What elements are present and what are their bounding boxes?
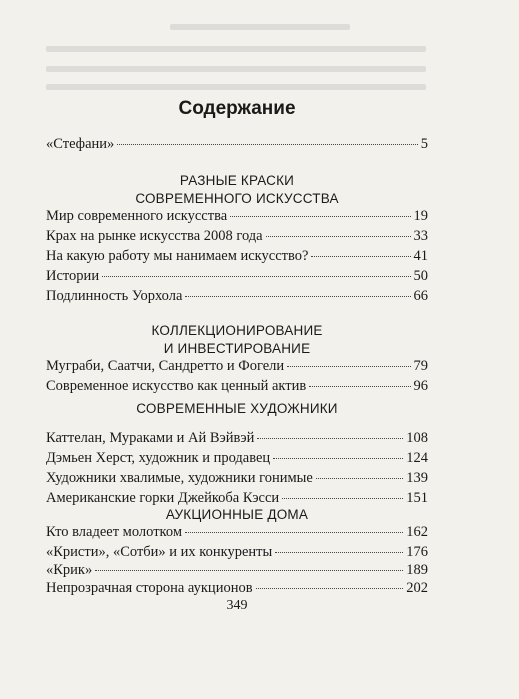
toc-entry-page: 79 <box>413 358 428 374</box>
dot-leader <box>102 276 410 277</box>
toc-entry-label: Художники хвалимые, художники гонимые <box>46 470 313 486</box>
toc-entry-label: «Кристи», «Сотби» и их конкуренты <box>46 544 273 560</box>
toc-entry-label: Мир современного искусства <box>46 208 228 224</box>
section-heading <box>46 172 428 208</box>
section-heading-line: СОВРЕМЕННОГО ИСКУССТВА <box>135 191 339 206</box>
section-heading <box>46 506 428 524</box>
toc-entry[interactable] <box>46 268 428 288</box>
dot-leader <box>95 570 403 571</box>
dot-leader <box>185 532 403 533</box>
toc-entry-page: 108 <box>406 430 428 446</box>
toc-entry-label: Американские горки Джейкоба Кэсси <box>46 490 280 506</box>
toc-entry[interactable] <box>46 228 428 248</box>
toc-entry-label: На какую работу мы нанимаем искусство? <box>46 248 309 264</box>
toc-entry[interactable] <box>46 248 428 268</box>
toc-entry-page: 19 <box>413 208 428 224</box>
section-heading-line: КОЛЛЕКЦИОНИРОВАНИЕ <box>151 323 323 338</box>
toc-entry-label: Современное искусство как ценный актив <box>46 378 307 394</box>
page-number: 349 <box>226 598 248 613</box>
toc-entry-label: Истории <box>46 268 100 284</box>
toc-entry-label: Каттелан, Мураками и Ай Вэйвэй <box>46 430 255 446</box>
section-heading <box>46 400 428 418</box>
toc-entry[interactable] <box>46 562 428 582</box>
toc-entry-label: Дэмьен Херст, художник и продавец <box>46 450 271 466</box>
bleed-through-text <box>0 0 519 110</box>
section-heading <box>46 322 428 358</box>
dot-leader <box>275 552 403 553</box>
toc-entry-page: 5 <box>420 136 428 152</box>
section-heading-line: СОВРЕМЕННЫЕ ХУДОЖНИКИ <box>136 401 338 416</box>
dot-leader <box>273 458 403 459</box>
toc-entry-page: 33 <box>413 228 428 244</box>
toc-entry-page: 139 <box>406 470 428 486</box>
dot-leader <box>230 216 410 217</box>
dot-leader <box>309 386 410 387</box>
toc-entry-label: Крах на рынке искусства 2008 года <box>46 228 263 244</box>
toc-entry-page: 96 <box>413 378 428 394</box>
toc-entry[interactable] <box>46 580 428 600</box>
toc-title: Содержание <box>178 98 296 119</box>
toc-entry[interactable] <box>46 378 428 398</box>
toc-entry-label: «Стефани» <box>46 136 115 152</box>
toc-entry-label: «Крик» <box>46 562 93 578</box>
toc-entry[interactable] <box>46 208 428 228</box>
toc-entry-label: Кто владеет молотком <box>46 524 183 540</box>
dot-leader <box>311 256 410 257</box>
toc-entry-page: 66 <box>413 288 428 304</box>
dot-leader <box>316 478 403 479</box>
dot-leader <box>117 144 417 145</box>
toc-entry-page: 162 <box>406 524 428 540</box>
dot-leader <box>185 296 410 297</box>
toc-entry[interactable] <box>46 524 428 544</box>
toc-entry[interactable] <box>46 358 428 378</box>
section-heading-line: РАЗНЫЕ КРАСКИ <box>179 173 295 188</box>
dot-leader <box>287 366 410 367</box>
toc-entry-label: Муграби, Саатчи, Сандретто и Фогели <box>46 358 285 374</box>
toc-entry-page: 202 <box>406 580 428 596</box>
dot-leader <box>257 438 403 439</box>
toc-entry-page: 176 <box>406 544 428 560</box>
dot-leader <box>282 498 403 499</box>
section-heading-line: И ИНВЕСТИРОВАНИЕ <box>163 341 311 356</box>
toc-entry-page: 50 <box>413 268 428 284</box>
dot-leader <box>256 588 404 589</box>
toc-entry[interactable] <box>46 430 428 450</box>
section-heading-line: АУКЦИОННЫЕ ДОМА <box>165 507 309 522</box>
toc-entry[interactable] <box>46 470 428 490</box>
toc-entry-label: Непрозрачная сторона аукционов <box>46 580 253 596</box>
toc-entry[interactable] <box>46 544 428 564</box>
toc-entry-page: 151 <box>406 490 428 506</box>
toc-entry-page: 41 <box>413 248 428 264</box>
toc-entry-page: 124 <box>406 450 428 466</box>
toc-entry-page: 189 <box>406 562 428 578</box>
toc-entry[interactable] <box>46 288 428 308</box>
dot-leader <box>266 236 411 237</box>
toc-entry-label: Подлинность Уорхола <box>46 288 183 304</box>
toc-entry[interactable] <box>46 136 428 156</box>
toc-entry[interactable] <box>46 450 428 470</box>
